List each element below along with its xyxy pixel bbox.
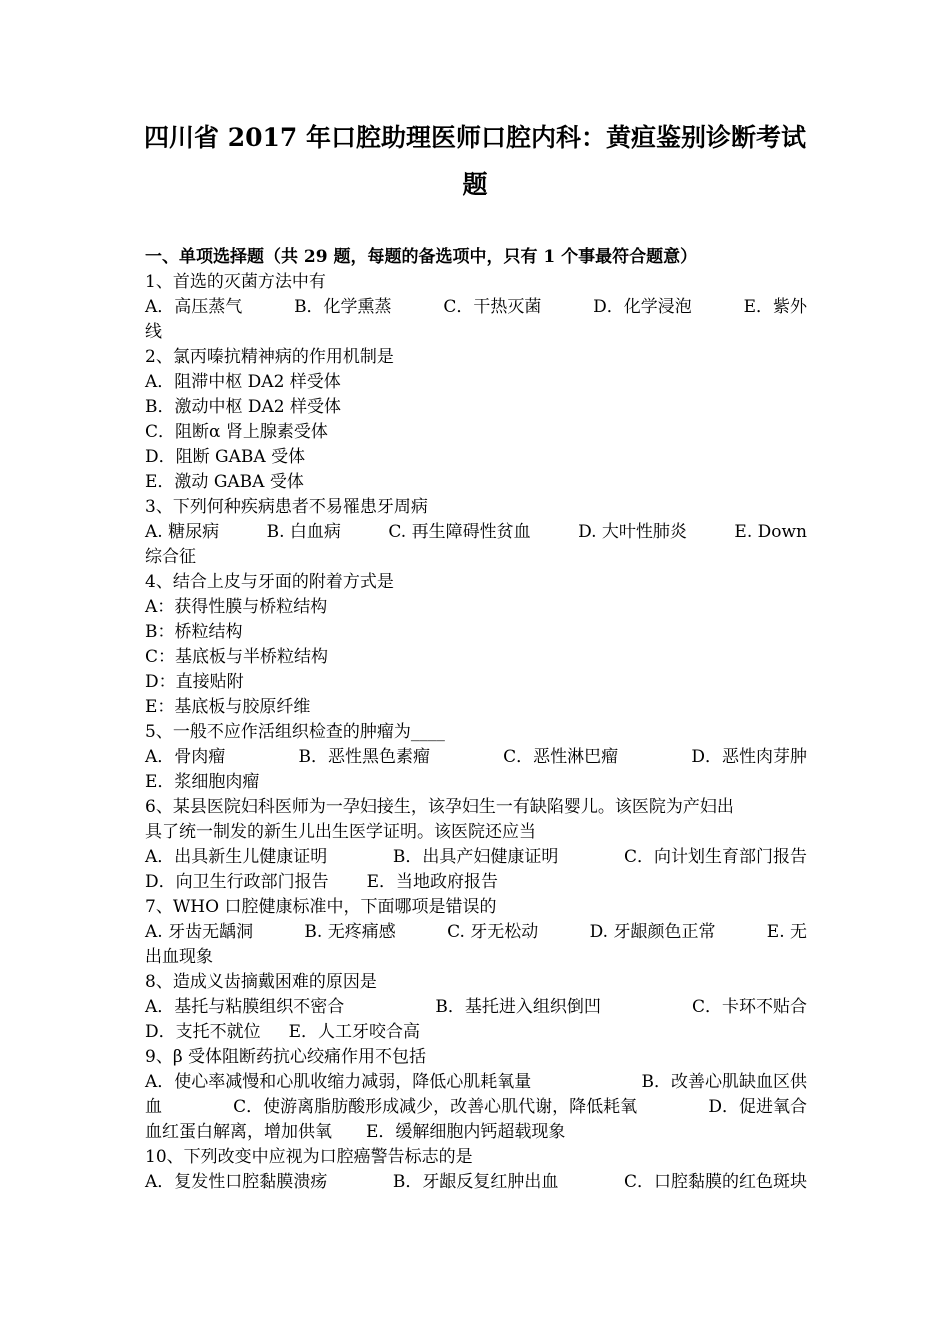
question-9-stem: 9、β 受体阻断药抗心绞痛作用不包括 — [145, 1047, 427, 1067]
question-6-stem-line-1: 6、某县医院妇科医师为一孕妇接生，该孕妇生一有缺陷婴儿。该医院为产妇出 — [145, 797, 734, 817]
question-4-option-c: C：基底板与半桥粒结构 — [145, 647, 329, 667]
option-d-part-1: D．促进氧合 — [708, 1097, 807, 1117]
question-8-options — [145, 995, 807, 1020]
question-4-option-a: A：获得性膜与桥粒结构 — [145, 597, 328, 617]
option-a: A．高压蒸气 — [145, 297, 243, 317]
option-e: E. 无 — [766, 922, 807, 942]
question-2-option-b: B．激动中枢 DA2 样受体 — [145, 397, 342, 417]
title-line-1: 四川省 2017 年口腔助理医师口腔内科：黄疸鉴别诊断考试 — [144, 123, 806, 152]
option-b-part-1: B．改善心肌缺血区供 — [641, 1072, 807, 1092]
question-2-option-e: E．激动 GABA 受体 — [145, 472, 304, 492]
question-1-option-wrap: 线 — [145, 322, 162, 342]
question-3-option-wrap: 综合征 — [145, 547, 196, 567]
option-e: E．人工牙咬合高 — [288, 1022, 421, 1042]
question-2-option-a: A．阻滞中枢 DA2 样受体 — [145, 372, 341, 392]
option-d-part-2: 血红蛋白解离，增加供氧 — [145, 1122, 332, 1142]
question-2-stem: 2、氯丙嗪抗精神病的作用机制是 — [145, 347, 394, 367]
option-c: C．卡环不贴合 — [691, 997, 807, 1017]
option-d: D. 大叶性肺炎 — [578, 522, 687, 542]
option-b: B．基托进入组织倒凹 — [435, 997, 601, 1017]
option-a: A．使心率减慢和心肌收缩力减弱，降低心肌耗氧量 — [145, 1072, 532, 1092]
question-list — [145, 245, 807, 1195]
option-c: C．使游离脂肪酸形成减少，改善心肌代谢，降低耗氧 — [233, 1097, 638, 1117]
question-6-options-de — [145, 870, 807, 895]
question-9-options-line-1 — [145, 1070, 807, 1095]
question-2-option-d: D．阻断 GABA 受体 — [145, 447, 306, 467]
question-3-options — [145, 520, 807, 545]
option-b: B. 白血病 — [266, 522, 341, 542]
question-2-option-c: C．阻断α 肾上腺素受体 — [145, 422, 328, 442]
question-10-stem: 10、下列改变中应视为口腔癌警告标志的是 — [145, 1147, 473, 1167]
question-9-options-line-3 — [145, 1120, 807, 1145]
option-e: E. Down — [734, 522, 807, 542]
question-4-option-e: E：基底板与胶原纤维 — [145, 697, 311, 717]
option-c: C. 再生障碍性贫血 — [388, 522, 531, 542]
option-e: E．当地政府报告 — [366, 872, 499, 892]
option-b: B．牙龈反复红肿出血 — [392, 1172, 559, 1192]
option-c: C．向计划生育部门报告 — [623, 847, 807, 867]
question-6-stem-line-2: 具了统一制发的新生儿出生医学证明。该医院还应当 — [145, 822, 536, 842]
option-d: D. 牙龈颜色正常 — [589, 922, 716, 942]
question-9-options-line-2 — [145, 1095, 807, 1120]
question-5-options — [145, 745, 807, 770]
option-c: C．口腔黏膜的红色斑块 — [623, 1172, 807, 1192]
option-d: D．化学浸泡 — [593, 297, 692, 317]
question-10-options — [145, 1170, 807, 1195]
option-a: A．出具新生儿健康证明 — [145, 847, 328, 867]
option-a: A. 糖尿病 — [145, 522, 220, 542]
question-8-stem: 8、造成义齿摘戴困难的原因是 — [145, 972, 377, 992]
question-5-option-e: E．浆细胞肉瘤 — [145, 772, 260, 792]
option-d: D．向卫生行政部门报告 — [145, 872, 329, 892]
option-b: B．恶性黑色素瘤 — [298, 747, 430, 767]
document-title — [140, 114, 810, 208]
question-7-stem: 7、WHO 口腔健康标准中，下面哪项是错误的 — [145, 897, 497, 917]
option-b: B. 无疼痛感 — [304, 922, 396, 942]
question-4-stem: 4、结合上皮与牙面的附着方式是 — [145, 572, 394, 592]
question-4-option-d: D：直接贴附 — [145, 672, 244, 692]
section-heading: 一、单项选择题（共 29 题，每题的备选项中，只有 1 个事最符合题意） — [145, 247, 698, 267]
question-8-options-de — [145, 1020, 807, 1045]
option-b-part-2: 血 — [145, 1097, 162, 1117]
option-d: D．支托不就位 — [145, 1022, 261, 1042]
option-d: D．恶性肉芽肿 — [691, 747, 807, 767]
option-e: E．紫外 — [743, 297, 807, 317]
option-a: A．基托与粘膜组织不密合 — [145, 997, 345, 1017]
option-a: A．骨肉瘤 — [145, 747, 226, 767]
title-line-2: 题 — [462, 170, 488, 199]
question-3-stem: 3、下列何种疾病患者不易罹患牙周病 — [145, 497, 428, 517]
question-1-options — [145, 295, 807, 320]
question-7-options — [145, 920, 807, 945]
option-a: A．复发性口腔黏膜溃疡 — [145, 1172, 328, 1192]
option-e: E．缓解细胞内钙超载现象 — [366, 1122, 566, 1142]
question-6-options — [145, 845, 807, 870]
question-4-option-b: B：桥粒结构 — [145, 622, 243, 642]
option-c: C. 牙无松动 — [447, 922, 539, 942]
question-7-option-wrap: 出血现象 — [145, 947, 213, 967]
option-c: C．干热灭菌 — [443, 297, 542, 317]
option-c: C．恶性淋巴瘤 — [503, 747, 619, 767]
option-b: B．出具产妇健康证明 — [392, 847, 559, 867]
option-b: B．化学熏蒸 — [294, 297, 392, 317]
question-1-stem: 1、首选的灭菌方法中有 — [145, 272, 326, 292]
question-5-stem: 5、一般不应作活组织检查的肿瘤为____ — [145, 722, 445, 742]
option-a: A. 牙齿无龋洞 — [145, 922, 254, 942]
